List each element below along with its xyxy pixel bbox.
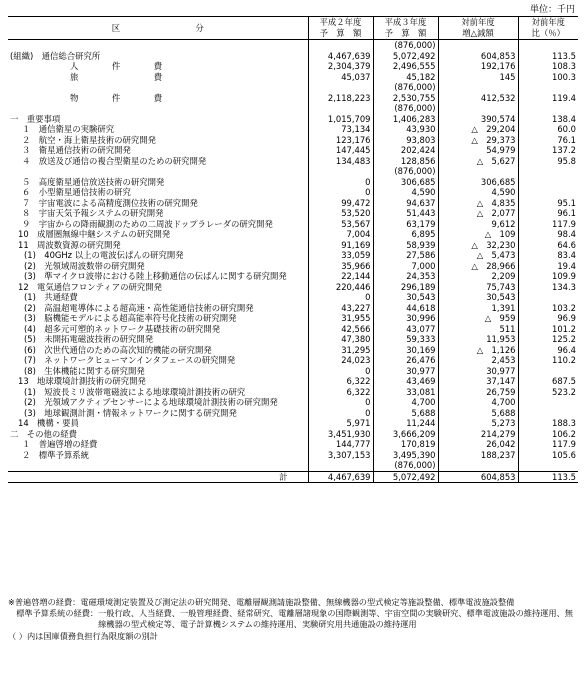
row-diff: △ 5,627 [438,156,518,167]
footnote: ※普遍啓増の経費： 電磁環境測定装置及び測定法の研究開発、電離層観測請施設整備、無線機器の型式検定等施設整備、標準電波施設整備 [8,597,515,607]
row-ratio [518,166,578,177]
row-curr: (876,000) [373,460,438,471]
row-diff: 30,977 [438,366,518,377]
row-curr: 59,333 [373,334,438,345]
row-curr: 33,081 [373,387,438,398]
row-diff: △ 1,126 [438,345,518,356]
row-curr: 27,586 [373,250,438,261]
row-label: ３ 衛星通信技術の研究開発 [22,145,131,155]
row-label: (2) 光領域アクティブセンサーによる地球環境計測技術の研究開発 [24,397,278,407]
table-row [8,229,578,240]
row-label: ９ 宇宙からの降雨観測のための二周波ドップラレーダの研究開発 [22,218,273,229]
row-diff: △ 2,077 [438,208,518,219]
row-curr: (876,000) [373,103,438,114]
row-label [8,103,308,114]
row-ratio: 687.5 [518,376,578,387]
row-label: (3) 地球観測計測・情報ネットワークに関する研究開発 [24,407,237,418]
row-label [8,82,308,93]
row-ratio: 119.4 [518,93,578,104]
row-ratio: 110.2 [518,355,578,366]
table-row [8,103,578,114]
table-row [8,40,578,51]
row-prev: 5,971 [308,418,373,429]
row-ratio [518,177,578,188]
row-curr: 43,077 [373,324,438,335]
row-label: ８ 宇宙天気予報システムの研究開発 [22,208,164,218]
row-prev: 6,322 [308,387,373,398]
row-prev [308,460,373,471]
row-diff: 1,391 [438,303,518,314]
row-diff: 37,147 [438,376,518,387]
row-prev: 134,483 [308,156,373,167]
row-prev: 24,023 [308,355,373,366]
row-diff: 511 [438,324,518,335]
row-ratio: 138.4 [518,114,578,125]
row-diff: 145 [438,72,518,83]
row-diff: 192,176 [438,61,518,72]
row-label: 12 電気通信フロンティアの研究開発 [18,281,162,292]
row-diff: 2,453 [438,355,518,366]
row-curr: 44,618 [373,303,438,314]
table-row [8,450,578,461]
table-row [8,261,578,272]
row-ratio: 95.8 [518,156,578,167]
table-row [8,439,578,450]
row-diff: 188,237 [438,450,518,461]
table-row [8,282,578,293]
row-ratio: 60.0 [518,124,578,135]
row-curr: 5,072,492 [373,51,438,62]
table-row [8,418,578,429]
table-row [8,177,578,188]
table-row [8,324,578,335]
row-label: 物 件 費 [70,92,163,103]
table-row [8,72,578,83]
table-row [8,387,578,398]
row-label: (6) 次世代通信のための高次知的機能の研究開発 [24,344,212,355]
row-diff: △ 4,835 [438,198,518,209]
table-row [8,93,578,104]
footnote: 標準予算系統の経費： 一般行政、人当経費、一般管理経費、経常研究、電離層諸現象の国際観測等、宇宙空間の実験研究、標準電波施設の維持運用、無線機器の型式検定等、電子計算機システムの維持運用、実験研究用共通施設の維持運用 [8,608,573,630]
table-row [8,376,578,387]
row-curr: 5,688 [373,408,438,419]
row-label [8,166,308,177]
row-curr: 30,169 [373,345,438,356]
row-ratio: 134.3 [518,282,578,293]
footnotes [8,597,580,642]
row-ratio: 83.4 [518,250,578,261]
row-label: 14 機構・要員 [18,418,79,428]
row-label: (3) 脳機能モデルによる超高能率符号化技術の研究開発 [24,313,237,323]
row-ratio: 108.3 [518,61,578,72]
row-curr: 26,476 [373,355,438,366]
header-ratio: 対前年度 比（％） [518,17,578,40]
row-prev: 123,176 [308,135,373,146]
row-label: (4) 超多元可塑的ネットワーク基礎技術の研究開発 [24,323,221,334]
row-label [8,460,308,471]
row-ratio: 125.2 [518,334,578,345]
row-curr: 4,590 [373,187,438,198]
row-diff: 412,532 [438,93,518,104]
table-row [8,250,578,261]
row-label: (1) 共通経費 [24,292,78,302]
row-label: ４ 放送及び通信の複合型衛星のための研究開発 [22,155,207,166]
row-prev: 0 [308,366,373,377]
table-row [8,366,578,377]
row-prev: 53,520 [308,208,373,219]
row-diff: 75,743 [438,282,518,293]
row-curr: 3,666,209 [373,429,438,440]
row-curr: (876,000) [373,40,438,51]
row-ratio: 98.4 [518,229,578,240]
row-ratio [518,103,578,114]
row-curr: 296,189 [373,282,438,293]
table-row [8,61,578,72]
row-label: ２ 標準予算系統 [22,449,89,460]
row-diff: 4,700 [438,397,518,408]
row-diff: △ 5,473 [438,250,518,261]
row-ratio: 64.6 [518,240,578,251]
unit-label: 単位：千円 [529,5,575,15]
row-curr: 3,495,390 [373,450,438,461]
header-category: 区 分 [8,17,308,40]
row-ratio: 96.9 [518,313,578,324]
total-row [8,471,578,483]
header-diff: 対前年度 増△減額 [438,17,518,40]
row-prev: 99,472 [308,198,373,209]
row-diff: 390,574 [438,114,518,125]
row-curr: 43,930 [373,124,438,135]
table-row [8,240,578,251]
row-prev: 220,446 [308,282,373,293]
table-row [8,303,578,314]
row-label: ５ 高度衛星通信放送技術の研究開発 [22,176,165,187]
row-prev: 73,134 [308,124,373,135]
table-row [8,82,578,93]
row-label: 人 件 費 [70,61,163,71]
row-prev: 53,567 [308,219,373,230]
row-curr: 202,424 [373,145,438,156]
row-diff: 26,759 [438,387,518,398]
row-prev: 45,037 [308,72,373,83]
row-prev: 0 [308,187,373,198]
row-prev: 43,227 [308,303,373,314]
header-curr-year: 平成３年度 予 算 額 [373,17,438,40]
row-prev [308,82,373,93]
row-prev: 0 [308,408,373,419]
row-ratio: 101.2 [518,324,578,335]
row-diff [438,166,518,177]
row-label: (2) 高温超電導体による超高速・高性能通信技術の研究開発 [24,302,254,313]
row-ratio [518,408,578,419]
table-row [8,355,578,366]
row-diff: 5,273 [438,418,518,429]
row-prev: 3,451,930 [308,429,373,440]
table-row [8,166,578,177]
row-label: ６ 小型衛星通信技術の研究 [22,187,131,197]
total-diff: 604,853 [438,471,518,483]
row-curr: (876,000) [373,82,438,93]
row-diff: △ 959 [438,313,518,324]
row-curr: 51,443 [373,208,438,219]
table-row [8,408,578,419]
row-diff [438,460,518,471]
table-row [8,208,578,219]
row-ratio [518,366,578,377]
row-prev: 147,445 [308,145,373,156]
total-curr: 5,072,492 [373,471,438,483]
row-ratio: 523.2 [518,387,578,398]
table-row [8,345,578,356]
row-ratio: 106.2 [518,429,578,440]
row-label: (3) 準マイクロ波帯における陸上移動通信の伝ぱんに関する研究開発 [24,271,287,281]
table-row [8,114,578,125]
row-diff: 5,688 [438,408,518,419]
row-ratio: 117.9 [518,219,578,230]
row-ratio: 109.9 [518,271,578,282]
row-prev: 2,118,223 [308,93,373,104]
row-ratio: 96.4 [518,345,578,356]
row-prev: 0 [308,397,373,408]
row-label: 二 その他の経費 [10,428,77,439]
row-prev: 2,304,379 [308,61,373,72]
row-label: １ 通信衛星の実験研究 [22,124,115,134]
row-curr: 306,685 [373,177,438,188]
row-curr: (876,000) [373,166,438,177]
row-diff: 214,279 [438,429,518,440]
row-ratio: 76.1 [518,135,578,146]
row-prev: 144,777 [308,439,373,450]
table-row [8,429,578,440]
row-ratio: 117.9 [518,439,578,450]
row-curr: 128,856 [373,156,438,167]
row-curr: 30,543 [373,292,438,303]
row-curr: 43,469 [373,376,438,387]
row-prev: 0 [308,177,373,188]
row-prev: 7,004 [308,229,373,240]
row-ratio: 96.1 [518,208,578,219]
row-label: (1) 短波長ミリ波帯電磁波による地球環境計測技術の研究 [24,386,246,397]
row-label: (2) 光領域周波数帯の研究開発 [24,260,145,271]
table-row [8,313,578,324]
budget-table [8,16,578,483]
row-label: (8) 生体機能に関する研究開発 [24,365,145,376]
row-ratio [518,40,578,51]
table-row [8,198,578,209]
row-curr: 11,244 [373,418,438,429]
row-diff [438,40,518,51]
row-label: (1) 40GHz 以上の電波伝ぱんの研究開発 [24,250,184,260]
row-curr: 63,179 [373,219,438,230]
row-diff: △ 109 [438,229,518,240]
row-prev: 31,295 [308,345,373,356]
row-curr: 6,895 [373,229,438,240]
row-diff [438,103,518,114]
row-curr: 30,977 [373,366,438,377]
row-curr: 93,803 [373,135,438,146]
header-prev-year: 平成２年度 予 算 額 [308,17,373,40]
row-ratio [518,82,578,93]
table-row [8,397,578,408]
row-diff: 11,953 [438,334,518,345]
table-row [8,271,578,282]
row-diff: 30,543 [438,292,518,303]
table-row [8,156,578,167]
row-curr: 7,000 [373,261,438,272]
row-curr: 1,406,283 [373,114,438,125]
row-prev: 0 [308,292,373,303]
row-prev: 31,955 [308,313,373,324]
row-ratio: 95.1 [518,198,578,209]
row-prev: 3,307,153 [308,450,373,461]
row-curr: 94,637 [373,198,438,209]
table-row [8,51,578,62]
row-label: １ 普遍啓増の経費 [22,439,98,449]
row-prev: 4,467,639 [308,51,373,62]
row-ratio: 188.3 [518,418,578,429]
row-ratio: 113.5 [518,51,578,62]
row-curr: 30,996 [373,313,438,324]
table-row [8,145,578,156]
row-ratio: 19.4 [518,261,578,272]
table-row [8,292,578,303]
row-curr: 2,496,555 [373,61,438,72]
table-row [8,187,578,198]
table-row [8,219,578,230]
row-label: 旅 費 [70,71,163,82]
row-curr: 2,530,755 [373,93,438,104]
row-label: 11 周波数資源の研究開発 [18,239,121,250]
row-curr: 24,353 [373,271,438,282]
total-ratio: 113.5 [518,471,578,483]
row-curr: 58,939 [373,240,438,251]
total-prev: 4,467,639 [308,471,373,483]
row-label: 13 地球環境計測技術の研究開発 [18,376,146,386]
row-diff: 4,590 [438,187,518,198]
row-diff [438,82,518,93]
row-label [8,40,308,51]
row-prev [308,40,373,51]
row-ratio: 100.3 [518,72,578,83]
table-row [8,460,578,471]
row-prev: 6,322 [308,376,373,387]
row-diff: 604,853 [438,51,518,62]
table-row [8,334,578,345]
row-curr: 170,819 [373,439,438,450]
row-prev: 22,144 [308,271,373,282]
row-ratio [518,187,578,198]
row-ratio: 137.2 [518,145,578,156]
row-prev: 35,966 [308,261,373,272]
table-row [8,124,578,135]
row-diff: 26,042 [438,439,518,450]
row-diff: △ 32,230 [438,240,518,251]
row-label: ７ 宇宙電波による高精度測位技術の研究開発 [22,197,198,208]
row-label: 10 成層圏無線中継システムの研究開発 [18,229,171,239]
row-label: (7) ネットワークヒューマンインタフェースの研究開発 [24,355,236,365]
row-diff: △ 29,373 [438,135,518,146]
row-diff: △ 29,204 [438,124,518,135]
row-label: ２ 航空・海上衛星技術の研究開発 [22,134,156,145]
row-ratio [518,292,578,303]
row-curr: 45,182 [373,72,438,83]
row-diff: 54,979 [438,145,518,156]
row-curr: 4,700 [373,397,438,408]
row-diff: 9,612 [438,219,518,230]
row-ratio [518,397,578,408]
row-prev: 91,169 [308,240,373,251]
table-row [8,135,578,146]
row-diff: △ 28,966 [438,261,518,272]
row-prev [308,166,373,177]
header-row [8,17,578,40]
row-label: 一 重要事項 [10,113,61,124]
row-diff: 306,685 [438,177,518,188]
row-diff: 2,209 [438,271,518,282]
row-prev: 33,059 [308,250,373,261]
total-label: 計 [8,471,308,483]
row-prev [308,103,373,114]
row-prev: 42,566 [308,324,373,335]
footnote: （ ） 内は国庫債務負担行為限度額の別計 [8,630,158,641]
row-ratio: 105.6 [518,450,578,461]
row-prev: 47,380 [308,334,373,345]
row-ratio [518,460,578,471]
row-prev: 1,015,709 [308,114,373,125]
row-label: (5) 未開拓電磁波技術の研究開発 [24,334,154,344]
row-ratio: 103.2 [518,303,578,314]
row-label: (組織) 通信総合研究所 [10,50,101,61]
